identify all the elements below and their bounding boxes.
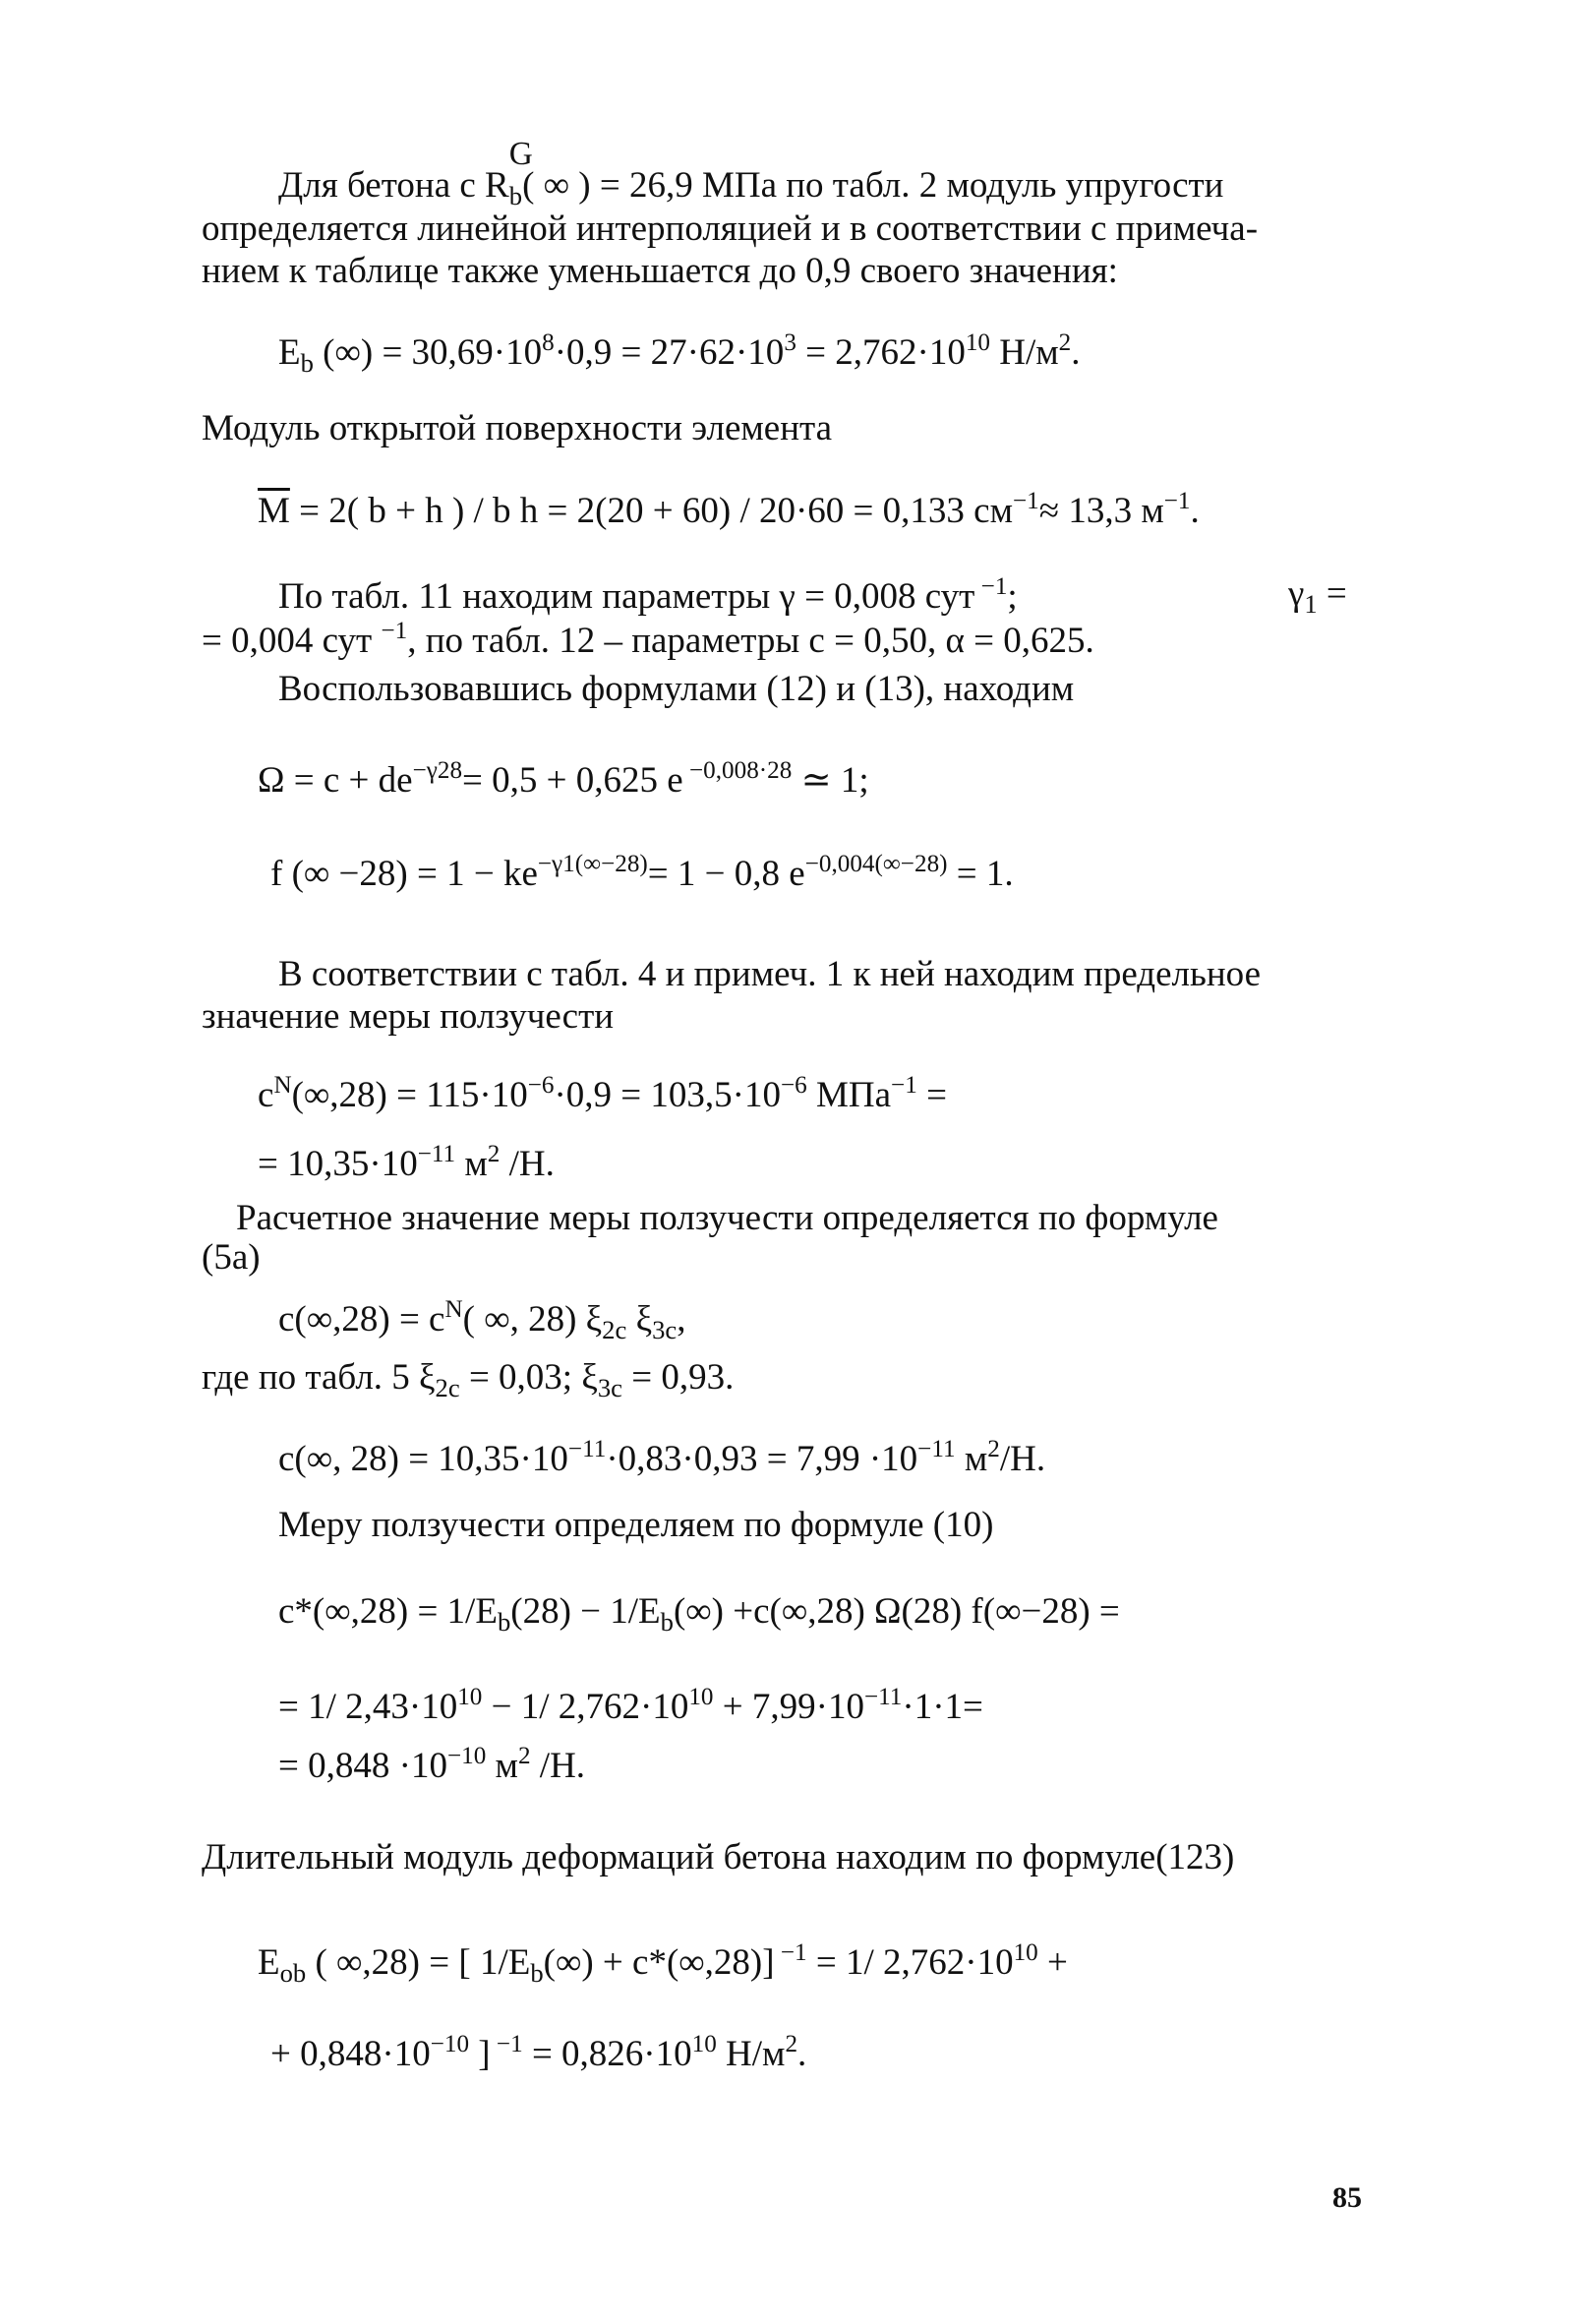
para-table11-gamma1 (1288, 573, 1347, 620)
text: По табл. 11 находим параметры γ = 0,008 сут (278, 575, 975, 617)
text: = 0,03; ξ (459, 1357, 598, 1398)
text: (∞,28) = 115·10 (291, 1074, 528, 1115)
text: = 2( b + h ) / b h = 2(20 + 60) / 20·60 = 0,133 см (289, 490, 1013, 531)
equation-eb (278, 329, 1081, 378)
superscript: −γ28 (412, 757, 463, 784)
text: γ (1288, 573, 1305, 614)
superscript: 10 (691, 2031, 717, 2057)
text: = 0,004 сут (202, 620, 382, 661)
text: = 1. (947, 853, 1014, 894)
equation-f (270, 851, 1014, 895)
text: E (258, 1941, 280, 1983)
para-concrete-line-2: определяется линейной интерполяцией и в соответствии с примеча- (202, 209, 1259, 249)
para-concrete-line-3: нием к таблице также уменьшается до 0,9 своего значения: (202, 251, 1118, 291)
superscript: −11 (567, 1436, 607, 1462)
superscript: 10 (965, 329, 990, 356)
text: ≈ 13,3 м (1038, 490, 1164, 531)
subscript: 2c (435, 1372, 460, 1402)
subscript: b (660, 1606, 674, 1637)
text: = 0,826·10 (522, 2033, 692, 2074)
text: c(∞,28) = c (278, 1298, 445, 1340)
subscript: 3c (652, 1314, 678, 1344)
text: ·0,83·0,93 = 7,99 ·10 (606, 1438, 918, 1479)
subscript: b (508, 180, 523, 210)
text: ·0,9 = 27·62·10 (554, 331, 785, 373)
text: E (278, 331, 301, 373)
superscript: 10 (457, 1684, 483, 1710)
superscript: −0,004(∞−28) (804, 851, 948, 877)
equation-cstar-result (278, 1743, 585, 1787)
text: , по табл. 12 – параметры c = 0,50, α = 0,625. (407, 620, 1094, 661)
text: ( ∞,28) = [ 1/E (306, 1941, 531, 1983)
text: ] (469, 2033, 491, 2074)
text: c*(∞,28) = 1/E (278, 1591, 498, 1632)
text: = 0,93. (621, 1357, 735, 1398)
superscript: G (508, 136, 533, 172)
superscript: −11 (417, 1141, 456, 1167)
superscript: 2 (487, 1141, 501, 1167)
superscript: −11 (863, 1684, 903, 1710)
text: = 1 − 0,8 e (647, 853, 805, 894)
text: c(∞, 28) = 10,35·10 (278, 1438, 568, 1479)
text: f (∞ −28) = 1 − ke (270, 853, 538, 894)
equation-cn-continued (258, 1141, 555, 1185)
para-table11-line-1 (278, 573, 1018, 618)
superscript: −1 (490, 2031, 523, 2057)
equation-c (278, 1296, 685, 1344)
equation-cn (258, 1072, 947, 1116)
subscript: b (530, 1957, 544, 1988)
para-formulas: Воспользовавшись формулами (12) и (13), находим (278, 669, 1075, 709)
para-long-modulus: Длительный модуль деформаций бетона находим по формуле(123) (202, 1837, 1235, 1877)
superscript: 2 (987, 1436, 1000, 1462)
superscript: −6 (780, 1072, 807, 1099)
superscript: 8 (542, 329, 555, 356)
subscript: b (497, 1606, 511, 1637)
text: . (1071, 331, 1081, 373)
para-calc-line-2: (5а) (202, 1237, 261, 1278)
text: + 0,848·10 (270, 2033, 431, 2074)
para-table4-line-2: значение меры ползучести (202, 996, 615, 1037)
para-table11-line-2 (202, 618, 1094, 662)
superscript: N (444, 1296, 463, 1323)
text: Н/м (990, 331, 1059, 373)
text: + (1037, 1941, 1068, 1983)
superscript: −1 (974, 573, 1008, 600)
text: м (455, 1143, 488, 1184)
text: = 2,762·10 (796, 331, 966, 373)
text: ≃ 1; (792, 759, 869, 801)
para-calc-line-1: Расчетное значение меры ползучести определяется по формуле (236, 1198, 1218, 1238)
text: − 1/ 2,762·10 (482, 1686, 689, 1727)
para-where (202, 1357, 734, 1403)
text: (∞) = 30,69·10 (313, 331, 543, 373)
equation-eob (258, 1939, 1068, 1988)
text: = 1/ 2,762·10 (806, 1941, 1014, 1983)
superscript: −11 (917, 1436, 956, 1462)
equation-omega (258, 757, 869, 802)
subscript: 1 (1304, 588, 1318, 619)
text: ·0,9 = 103,5·10 (554, 1074, 781, 1115)
text: = 10,35·10 (258, 1143, 418, 1184)
text: . (1190, 490, 1200, 531)
para-creep: Меру ползучести определяем по формуле (10) (278, 1505, 994, 1545)
text: ; (1007, 575, 1018, 617)
subscript: 3c (597, 1372, 622, 1402)
text: = 0,5 + 0,625 e (462, 759, 683, 801)
superscript: N (273, 1072, 292, 1099)
text: где по табл. 5 ξ (202, 1357, 436, 1398)
para-concrete-line-1 (278, 136, 1224, 211)
superscript: 3 (784, 329, 796, 356)
text: = (916, 1074, 947, 1115)
equation-c-value (278, 1436, 1045, 1480)
text: МПа (806, 1074, 892, 1115)
text: c (258, 1074, 274, 1115)
superscript: −10 (446, 1743, 487, 1769)
superscript: 2 (1058, 329, 1072, 356)
superscript: −1 (381, 618, 408, 644)
superscript: 2 (785, 2031, 798, 2057)
superscript: 10 (688, 1684, 714, 1710)
superscript: −6 (527, 1072, 555, 1099)
text: м (486, 1745, 518, 1786)
subscript: 2c (602, 1314, 627, 1344)
equation-m (258, 488, 1200, 532)
text: /Н. (530, 1745, 586, 1786)
equation-eob-continued (270, 2031, 806, 2075)
text: м (955, 1438, 988, 1479)
para-table4-line-1: В соответствии с табл. 4 и примеч. 1 к ней находим предельное (278, 954, 1262, 994)
equation-cstar (278, 1591, 1120, 1638)
page-number: 85 (1332, 2181, 1362, 2214)
text: ·1·1= (902, 1686, 983, 1727)
text: ( ∞ ) = 26,9 МПа по табл. 2 модуль упругости (522, 165, 1224, 206)
text: $\overline{M}$ (258, 490, 290, 531)
superscript: −γ1(∞−28) (537, 851, 648, 877)
superscript: −1 (891, 1072, 917, 1099)
superscript: −1 (1013, 488, 1039, 514)
subscript: ob (279, 1957, 307, 1988)
text: Для бетона с R (278, 165, 509, 206)
superscript: 2 (517, 1743, 531, 1769)
text: /Н. (999, 1438, 1046, 1479)
text: (∞) + c*(∞,28)] (543, 1941, 775, 1983)
text: Ω = c + de (258, 759, 413, 801)
text: + 7,99·10 (713, 1686, 864, 1727)
text: , (677, 1298, 686, 1340)
superscript: 10 (1013, 1939, 1038, 1966)
text: = 0,848 ·10 (278, 1745, 447, 1786)
text: (28) − 1/E (510, 1591, 661, 1632)
superscript: −1 (774, 1939, 807, 1966)
text: = (1317, 573, 1347, 614)
text: /Н. (500, 1143, 555, 1184)
para-surface-modulus: Модуль открытой поверхности элемента (202, 408, 833, 448)
text: Н/м (716, 2033, 786, 2074)
superscript: −10 (430, 2031, 470, 2057)
subscript: b (300, 347, 314, 378)
superscript: −1 (1163, 488, 1191, 514)
text: = 1/ 2,43·10 (278, 1686, 458, 1727)
text: ξ (626, 1298, 653, 1340)
text: (∞) +c(∞,28) Ω(28) f(∞−28) = (673, 1591, 1120, 1632)
text: . (797, 2033, 807, 2074)
superscript: −0,008·28 (682, 757, 793, 784)
text: ( ∞, 28) ξ (462, 1298, 603, 1340)
equation-cstar-continued (278, 1684, 983, 1728)
